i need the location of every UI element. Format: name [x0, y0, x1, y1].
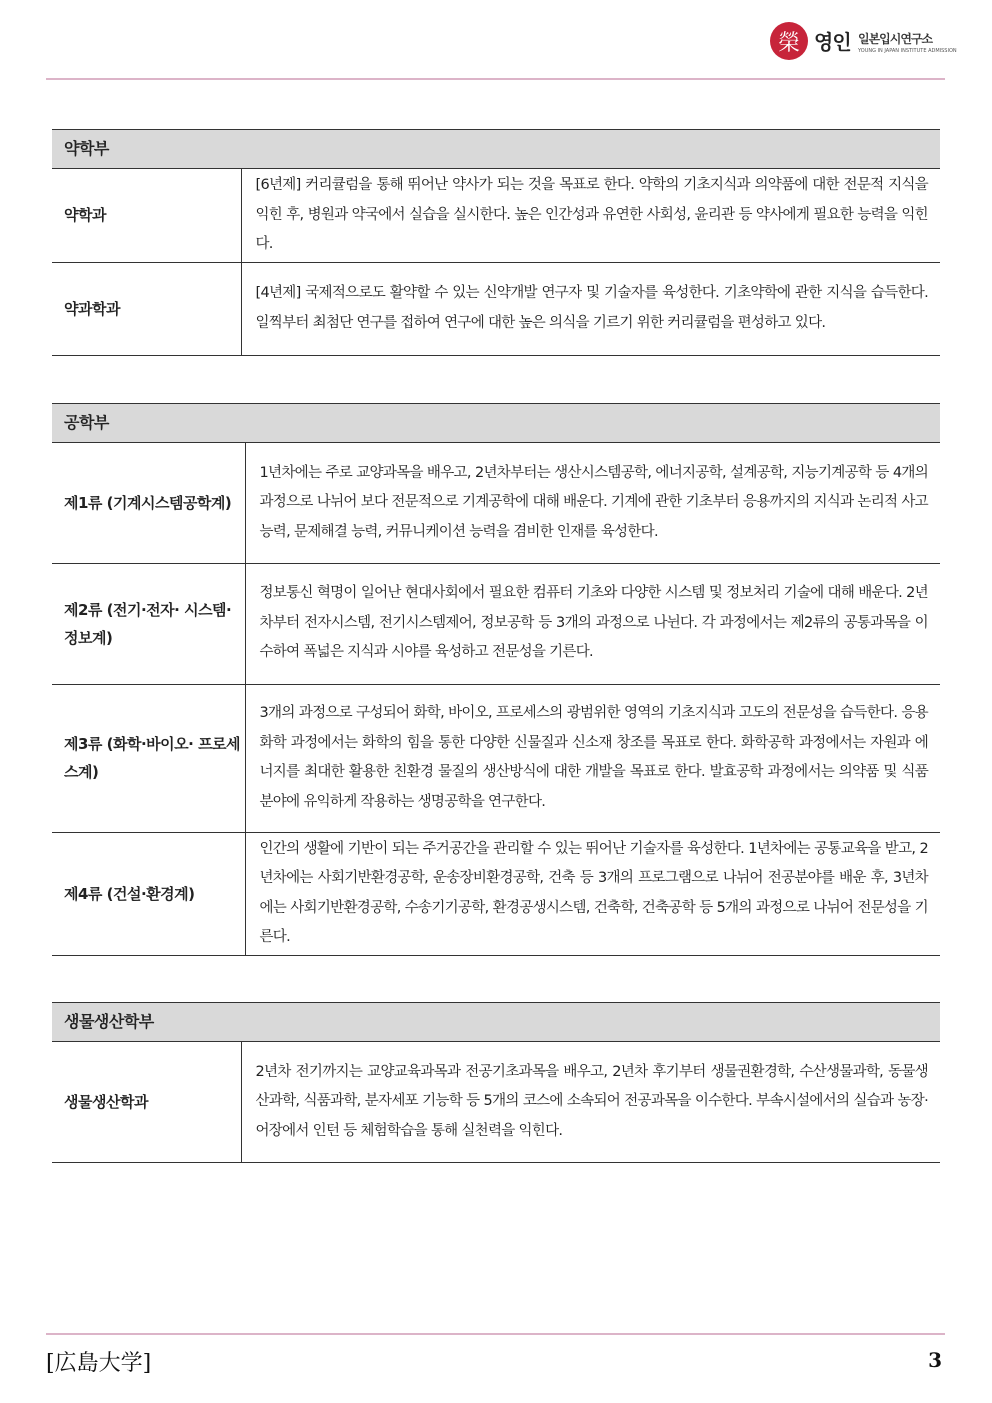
department-description: [6년제] 커리큘럼을 통해 뛰어난 약사가 되는 것을 목표로 한다. 약학의 기초지식과 의약품에 대한 전문적 지식을 익힌 후, 병원과 약국에서 실습을 실시한다. 높은 인간성과 유연한 사회성, 윤리관 등 약사에게 필요한 능력을 익힌다. [241, 169, 940, 262]
department-label: 제4류 (건설·환경계) [52, 832, 245, 955]
table-row [52, 1042, 940, 1162]
table-row [52, 832, 940, 955]
department-description: 인간의 생활에 기반이 되는 주거공간을 관리할 수 있는 뛰어난 기술자를 육성한다. 1년차에는 공통교육을 받고, 2년차에는 사회기반환경공학, 운송장비환경공학, 건축 등 3개의 프로그램으로 나뉘어 전공분야를 배운 후, 3년차에는 사회기반환경공학, 수송기기공학, 환경공생시스템, 건축학, 건축공학 등 5개의 과정으로 나뉘어 전문성을 기른다. [245, 832, 940, 955]
department-description: 1년차에는 주로 교양과목을 배우고, 2년차부터는 생산시스템공학, 에너지공학, 설계공학, 지능기계공학 등 4개의 과정으로 나뉘어 보다 전문적으로 기계공학에 대해 배운다. 기계에 관한 기초부터 응용까지의 지식과 논리적 사고 능력, 문제해결 능력, 커뮤니케이션 능력을 겸비한 인재를 육성한다. [245, 443, 940, 563]
institute-logo [770, 18, 960, 64]
department-label: 약학과 [52, 169, 241, 262]
department-table [52, 1042, 940, 1163]
section-engineering [52, 403, 940, 956]
table-row [52, 169, 940, 262]
department-label: 생물생산학과 [52, 1042, 241, 1162]
table-row [52, 443, 940, 563]
logo-english: YOUNG IN JAPAN INSTITUTE ADMISSION [858, 48, 957, 54]
section-title: 공학부 [52, 403, 940, 443]
table-row [52, 563, 940, 684]
table-row [52, 684, 940, 832]
section-title: 약학부 [52, 129, 940, 169]
department-table [52, 169, 940, 356]
section-biological-production [52, 1002, 940, 1163]
department-description: 정보통신 혁명이 일어난 현대사회에서 필요한 컴퓨터 기초와 다양한 시스템 및 정보처리 기술에 대해 배운다. 2년차부터 전자시스템, 전기시스템제어, 정보공학 등 3개의 과정으로 나뉜다. 각 과정에서는 제2류의 공통과목을 이수하여 폭넓은 지식과 시야를 육성하고 전문성을 기른다. [245, 563, 940, 684]
footer-divider [46, 1333, 945, 1335]
section-pharmacy [52, 129, 940, 356]
footer-university: [広島大学] [46, 1351, 152, 1376]
page-number: 3 [928, 1348, 942, 1372]
department-description: 3개의 과정으로 구성되어 화학, 바이오, 프로세스의 광범위한 영역의 기초지식과 고도의 전문성을 습득한다. 응용화학 과정에서는 화학의 힘을 통한 다양한 신물질과 신소재 창조를 목표로 한다. 화학공학 과정에서는 자원과 에너지를 최대한 활용한 친환경 물질의 생산방식에 대한 개발을 목표로 한다. 발효공학 과정에서는 의약품 및 식품 분야에 유익하게 작용하는 생명공학을 연구한다. [245, 684, 940, 832]
department-description: 2년차 전기까지는 교양교육과목과 전공기초과목을 배우고, 2년차 후기부터 생물권환경학, 수산생물과학, 동물생산과학, 식품과학, 분자세포 기능학 등 5개의 코스에 소속되어 전공과목을 이수한다. 부속시설에서의 실습과 농장·어장에서 인턴 등 체험학습을 통해 실천력을 익힌다. [241, 1042, 940, 1162]
department-description: [4년제] 국제적으로도 활약할 수 있는 신약개발 연구자 및 기술자를 육성한다. 기초약학에 관한 지식을 습득한다. 일찍부터 최첨단 연구를 접하여 연구에 대한 높은 의식을 기르기 위한 커리큘럼을 편성하고 있다. [241, 262, 940, 355]
header-divider [46, 78, 945, 80]
logo-subtitle: 일본입시연구소 [858, 32, 933, 46]
department-label: 제3류 (화학·바이오· 프로세스계) [52, 684, 245, 832]
department-label: 제1류 (기계시스템공학계) [52, 443, 245, 563]
department-label: 약과학과 [52, 262, 241, 355]
section-title: 생물생산학부 [52, 1002, 940, 1042]
table-row [52, 262, 940, 355]
logo-mark: 榮 [770, 22, 808, 60]
department-table [52, 443, 940, 956]
logo-name: 영인 [814, 30, 851, 54]
department-label: 제2류 (전기·전자· 시스템·정보계) [52, 563, 245, 684]
